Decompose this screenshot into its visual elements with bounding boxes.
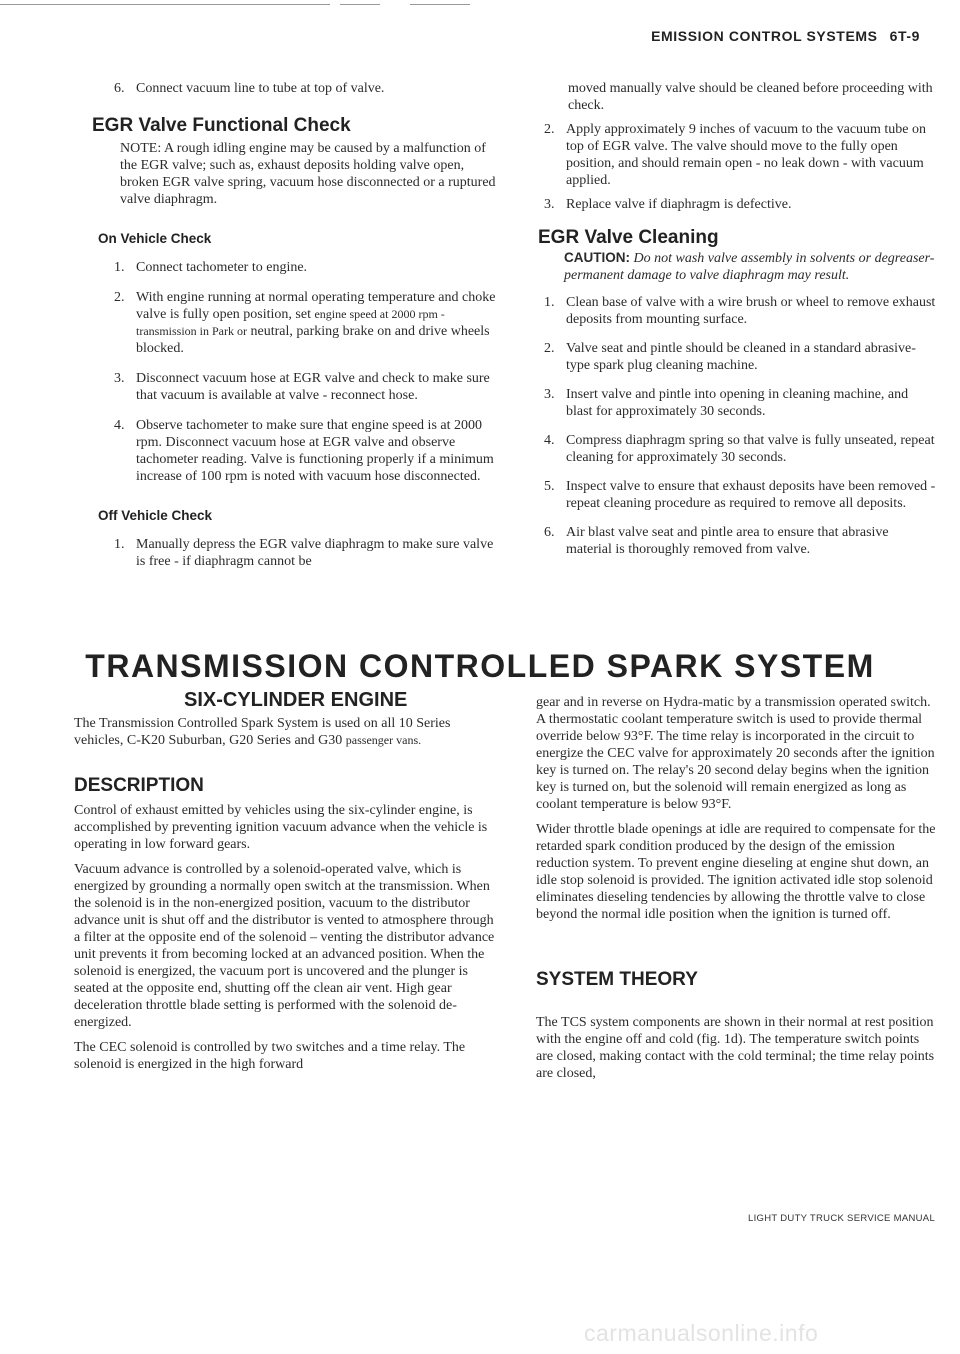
item-text: Connect tachometer to engine. [136,260,308,275]
item-text-part: With engine running at normal operating temperature and choke valve is fully open position, set [136,290,496,322]
description-paragraph: Control of exhaust emitted by vehicles using the six-cylinder engine, is accomplished by preventing ignition vacuum advance when the vehicle is operating in low forward gears. [74,803,488,852]
item-text: Observe tachometer to make sure that engine speed is at 2000 rpm. Disconnect vacuum hose at EGR valve and observe tachometer reading. Valve is functioning properly if a minimum increase of 100 rpm is noted with vacuum hose disconnected. [136,418,494,484]
system-theory-heading: SYSTEM THEORY [536,969,698,990]
caution-text: Do not wash valve assembly in solvents or degreaser-permanent damage to valve diaphragm may result. [564,251,935,283]
description-heading: DESCRIPTION [74,775,204,796]
tcs-paragraph: Wider throttle blade openings at idle are required to compensate for the retarded spark condition produced by the design of the emission reduction system. To prevent engine dieseling at engine shut down, an idle stop solenoid is provided. The ignition activated idle stop solenoid eliminates dieseling tendencies by allowing the throttle valve to close beyond the normal idle position when the ignition is turned off. [536,822,936,922]
left-bottom-column [74,689,502,1073]
list-item [538,196,936,213]
item-text: Replace valve if diaphragm is defective. [566,197,792,212]
item-text: Insert valve and pintle into opening in cleaning machine, and blast for approximately 30 seconds. [566,387,909,419]
item-text: Connect vacuum line to tube at top of valve. [136,81,385,96]
off-vehicle-heading: Off Vehicle Check [98,508,213,523]
item-number: 1. [114,537,125,552]
item-text: Air blast valve seat and pintle area to ensure that abrasive material is thoroughly removed from valve. [566,525,889,557]
theory-paragraph: The TCS system components are shown in their normal at rest position with the engine off and cold (fig. 1d). The temperature switch points are closed, making contact with the cold terminal; the time relay points are closed, [536,1015,935,1081]
section-title: EMISSION CONTROL SYSTEMS [651,28,878,44]
list-item [108,536,502,570]
item-number: 3. [544,387,555,402]
item-number: 6. [544,525,555,540]
item-text: Disconnect vacuum hose at EGR valve and check to make sure that vacuum is available at valve - reconnect hose. [136,371,490,403]
list-item [108,259,502,276]
watermark: carmanualsonline.info [584,1320,819,1346]
scan-artifact-line [0,4,330,5]
six-cylinder-subtitle: SIX-CYLINDER ENGINE [184,689,408,711]
scan-artifact-line [410,4,470,5]
list-item [538,294,936,328]
scan-artifact-line [340,4,380,5]
egr-cleaning-heading: EGR Valve Cleaning [538,227,719,248]
item-number: 4. [544,433,555,448]
item-text: Inspect valve to ensure that exhaust deposits have been removed - repeat cleaning procedure as required to remove all deposits. [566,479,936,511]
manual-footer: LIGHT DUTY TRUCK SERVICE MANUAL [748,1213,936,1224]
list-item [108,417,502,485]
list-item [538,478,936,512]
item-number: 3. [544,197,555,212]
caution-label: CAUTION: [564,250,630,265]
item-number: 2. [544,122,555,137]
egr-functional-check-heading: EGR Valve Functional Check [92,115,351,136]
tcs-intro-small: passenger vans. [345,733,422,747]
right-top-column [538,80,936,558]
page-header [651,28,920,44]
list-item [108,80,502,97]
item-number: 3. [114,371,125,386]
right-bottom-column [536,694,936,1082]
list-item [538,386,936,420]
item-number: 2. [544,341,555,356]
item-number: 1. [544,295,555,310]
item-text: Manually depress the EGR valve diaphragm to make sure valve is free - if diaphragm cannot be [136,537,494,569]
item-number: 1. [114,260,125,275]
item-number: 6. [114,81,125,96]
item-number: 2. [114,290,125,305]
list-item [538,121,936,189]
on-vehicle-heading: On Vehicle Check [98,231,212,246]
item-text: Compress diaphragm spring so that valve is fully unseated, repeat cleaning for approximately 30 seconds. [566,433,935,465]
tcs-paragraph: gear and in reverse on Hydra-matic by a transmission operated switch. A thermostatic coolant temperature switch is used to provide thermal override below 93°F. The time relay is incorporated in the circuit to energize the CEC valve for approximately 20 seconds after the ignition key is turned on. The relay's 20 second delay begins when the ignition key is turned on, but the solenoid will remain energized as long as coolant temperature is below 93°F. [536,695,935,812]
item-text: Valve seat and pintle should be cleaned in a standard abrasive-type spark plug cleaning machine. [566,341,916,373]
description-paragraph: The CEC solenoid is controlled by two switches and a time relay. The solenoid is energized in the high forward [74,1040,466,1072]
item-text: Clean base of valve with a wire brush or wheel to remove exhaust deposits from mounting surface. [566,295,936,327]
list-item [538,432,936,466]
tcs-intro [74,715,502,749]
list-item [108,289,502,357]
item-number: 4. [114,418,125,433]
caution-note [538,249,936,284]
item-text: Apply approximately 9 inches of vacuum to the vacuum tube on top of EGR valve. The valve should move to the fully open position, and should remain open - no leak down - with vacuum applied. [566,122,927,188]
tcs-intro-text: The Transmission Controlled Spark System is used on all 10 Series vehicles, C-K20 Suburban, G20 Series and G30 [74,716,451,748]
item-number: 5. [544,479,555,494]
item-text [136,289,502,357]
tcs-title: TRANSMISSION CONTROLLED SPARK SYSTEM [85,648,875,684]
item-text-end: neutral, parking brake on and drive wheels blocked. [136,324,490,356]
list-item [108,370,502,404]
continued-text: moved manually valve should be cleaned before proceeding with check. [568,81,933,113]
egr-note: NOTE: A rough idling engine may be caused by a malfunction of the EGR valve; such as, exhaust deposits holding valve open, broken EGR valve spring, vacuum hose disconnected or a ruptured valve diaphragm. [120,141,496,207]
list-item [538,524,936,558]
page-number: 6T-9 [889,28,920,44]
left-top-column [92,80,502,570]
item-text-small: engine speed at 2000 rpm - transmission in Park or [136,307,445,338]
description-paragraph: Vacuum advance is controlled by a solenoid-operated valve, which is energized by grounding a normally open switch at the transmission. When the solenoid is in the non-energized position, vacuum to the distributor advance unit is shut off and the distributor is vented to atmosphere through a filter at the opposite end of the solenoid – venting the distributor advance unit prevents it from becoming locked at an advanced position. When the solenoid is energized, the vacuum port is uncovered and the plunger is seated at the opposite end, shutting off the clean air vent. High gear deceleration throttle blade setting is performed with the solenoid de-energized. [74,862,495,1030]
list-item [538,340,936,374]
